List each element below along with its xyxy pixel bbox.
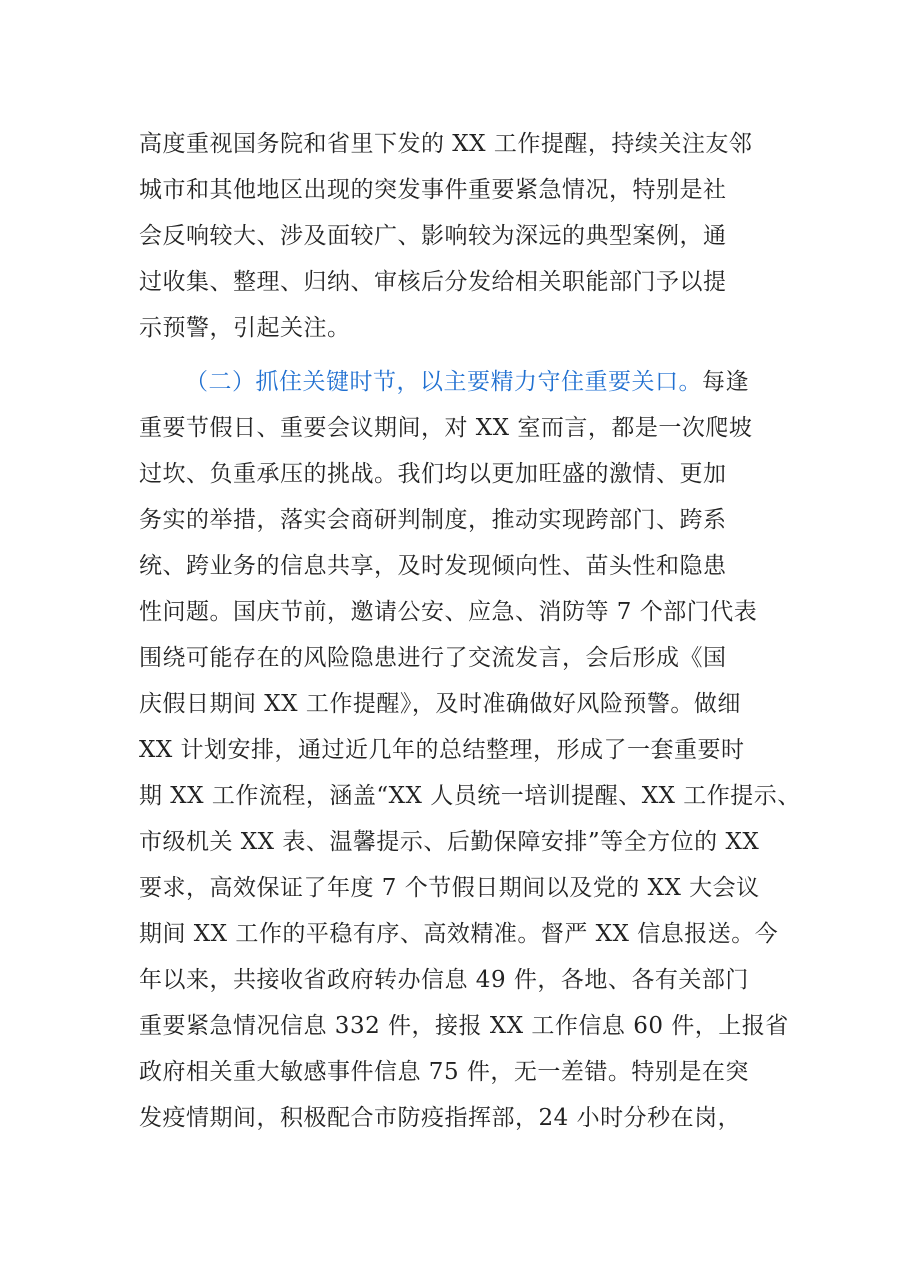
- paragraph-line: 过收集、整理、归纳、审核后分发给相关职能部门予以提: [139, 269, 727, 295]
- paragraph-line: 重要节假日、重要会议期间，对 XX 室而言，都是一次爬坡: [139, 415, 753, 441]
- paragraph-line: 示预警，引起关注。: [139, 315, 351, 341]
- paragraph-line: 会反响较大、涉及面较广、影响较为深远的典型案例，通: [139, 223, 727, 249]
- paragraph-line: 期 XX 工作流程，涵盖“XX 人员统一培训提醒、XX 工作提示、: [139, 783, 801, 809]
- section-heading: （二）抓住关键时节，以主要精力守住重要关口。: [185, 369, 702, 395]
- heading-line-rest: 每逢: [702, 369, 749, 395]
- paragraph-line: 统、跨业务的信息共享，及时发现倾向性、苗头性和隐患: [139, 553, 727, 579]
- paragraph-line: 年以来，共接收省政府转办信息 49 件，各地、各有关部门: [139, 967, 749, 993]
- paragraph-line: 要求，高效保证了年度 7 个节假日期间以及党的 XX 大会议: [139, 875, 760, 901]
- paragraph-line: 高度重视国务院和省里下发的 XX 工作提醒，持续关注友邻: [139, 131, 753, 157]
- paragraph-line: 期间 XX 工作的平稳有序、高效精准。督严 XX 信息报送。今: [139, 921, 779, 947]
- paragraph-line: 政府相关重大敏感事件信息 75 件，无一差错。特别是在突: [139, 1059, 749, 1085]
- paragraph-line: 围绕可能存在的风险隐患进行了交流发言，会后形成《国: [139, 645, 727, 671]
- paragraph-line: 重要紧急情况信息 332 件，接报 XX 工作信息 60 件，上报省: [139, 1013, 789, 1039]
- paragraph-line: 务实的举措，落实会商研判制度，推动实现跨部门、跨系: [139, 507, 727, 533]
- paragraph-line: 市级机关 XX 表、温馨提示、后勤保障安排”等全方位的 XX: [139, 829, 760, 855]
- paragraph-line: XX 计划安排，通过近几年的总结整理，形成了一套重要时: [139, 737, 745, 763]
- paragraph-line: 发疫情期间，积极配合市防疫指挥部，24 小时分秒在岗，: [139, 1105, 742, 1131]
- paragraph-line: 城市和其他地区出现的突发事件重要紧急情况，特别是社: [139, 177, 727, 203]
- paragraph-line: 性问题。国庆节前，邀请公安、应急、消防等 7 个部门代表: [139, 599, 758, 625]
- paragraph-line: 庆假日期间 XX 工作提醒》，及时准确做好风险预警。做细: [139, 691, 741, 717]
- paragraph-line: 过坎、负重承压的挑战。我们均以更加旺盛的激情、更加: [139, 461, 727, 487]
- section-heading-line: [185, 362, 749, 402]
